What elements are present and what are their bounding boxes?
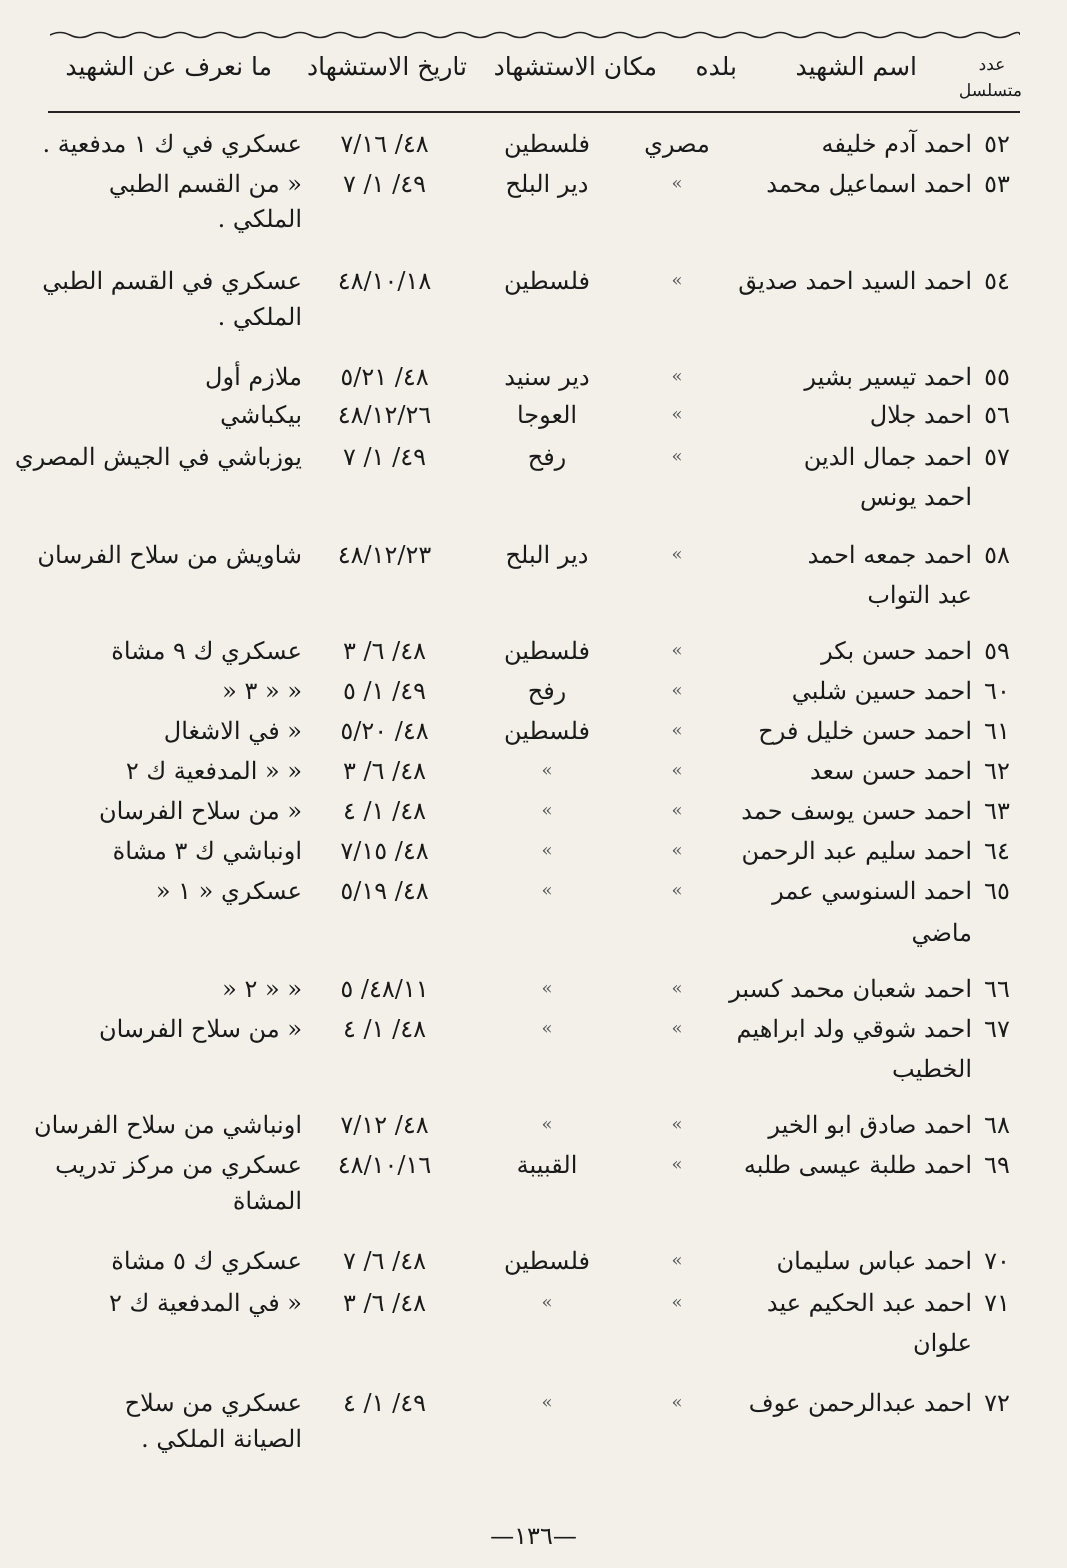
cell-date: ٤٨/ ٦/ ٣ bbox=[343, 1289, 426, 1317]
cell-num: ٦٠ bbox=[984, 677, 1010, 705]
cell-num: ٦٢ bbox=[984, 757, 1010, 785]
table-row bbox=[0, 262, 1067, 300]
cell-num: ٦١ bbox=[984, 717, 1010, 745]
cell-place: فلسطين bbox=[503, 267, 591, 295]
table-row bbox=[0, 1106, 1067, 1144]
cell-info: بيكباشي bbox=[220, 401, 302, 429]
cell-date: ٤٨/ ٥/١٩ bbox=[340, 877, 429, 905]
cell-nat: » bbox=[671, 880, 683, 901]
cell-num: ٥٧ bbox=[984, 443, 1010, 471]
cell-num: ٦٦ bbox=[984, 975, 1010, 1003]
top-wavy-rule bbox=[50, 28, 1020, 42]
cell-info: الملكي . bbox=[217, 205, 302, 233]
cell-info: الصيانة الملكي . bbox=[141, 1425, 302, 1453]
cell-name: ماضي bbox=[911, 919, 972, 947]
cell-date: ٤٨/١١/ ٥ bbox=[340, 975, 429, 1003]
table-row bbox=[0, 200, 1067, 238]
table-row bbox=[0, 298, 1067, 336]
cell-nat: » bbox=[671, 720, 683, 741]
cell-date: ٤٨/١٠/١٦ bbox=[337, 1151, 432, 1179]
cell-nat: » bbox=[671, 1018, 683, 1039]
cell-name: احمد عبد الحكيم عيد bbox=[766, 1289, 972, 1317]
cell-info: عسكري في ك ١ مدفعية . bbox=[42, 130, 302, 158]
cell-info: « « ٣ « bbox=[222, 677, 302, 705]
cell-place: فلسطين bbox=[503, 717, 591, 745]
cell-name: احمد سليم عبد الرحمن bbox=[741, 837, 972, 865]
cell-place: » bbox=[541, 840, 553, 861]
cell-num: ٦٣ bbox=[984, 797, 1010, 825]
cell-date: ٤٨/ ١/ ٤ bbox=[343, 797, 426, 825]
table-row bbox=[0, 1324, 1067, 1362]
cell-num: ٥٢ bbox=[984, 130, 1010, 158]
cell-place: » bbox=[541, 1018, 553, 1039]
cell-date: ٤٨/ ٥/٢٠ bbox=[340, 717, 429, 745]
table-row bbox=[0, 1146, 1067, 1184]
header-info: ما نعرف عن الشهيد bbox=[65, 52, 272, 81]
table-row bbox=[0, 396, 1067, 434]
cell-place: فلسطين bbox=[503, 1247, 591, 1275]
cell-date: ٤٨/ ٦/ ٣ bbox=[343, 637, 426, 665]
cell-name: احمد حسن سعد bbox=[809, 757, 972, 785]
cell-info: ملازم أول bbox=[205, 363, 302, 391]
cell-info: « من القسم الطبي bbox=[108, 170, 302, 198]
cell-num: ٦٤ bbox=[984, 837, 1010, 865]
cell-place: دير البلح bbox=[505, 541, 589, 569]
cell-num: ٥٦ bbox=[984, 401, 1010, 429]
cell-name: احمد جمعه احمد bbox=[807, 541, 972, 569]
cell-info: الملكي . bbox=[217, 303, 302, 331]
cell-num: ٧٢ bbox=[984, 1389, 1010, 1417]
cell-nat: » bbox=[671, 544, 683, 565]
cell-nat: » bbox=[671, 366, 683, 387]
header-nationality: بلده bbox=[695, 52, 737, 81]
header-date: تاريخ الاستشهاد bbox=[307, 52, 467, 81]
cell-name: احمد صادق ابو الخير bbox=[768, 1111, 972, 1139]
cell-nat: » bbox=[671, 978, 683, 999]
cell-place: » bbox=[541, 978, 553, 999]
cell-date: ٤٨/١٢/٢٦ bbox=[337, 401, 432, 429]
cell-num: ٧٠ bbox=[984, 1247, 1010, 1275]
cell-date: ٤٨/ ٦/ ٣ bbox=[343, 757, 426, 785]
table-row bbox=[0, 165, 1067, 203]
header-place: مكان الاستشهاد bbox=[493, 52, 657, 81]
table-row bbox=[0, 576, 1067, 614]
table-row bbox=[0, 438, 1067, 476]
table-row bbox=[0, 1420, 1067, 1458]
cell-name: عبد التواب bbox=[867, 581, 972, 609]
cell-place: » bbox=[541, 880, 553, 901]
cell-nat: » bbox=[671, 1250, 683, 1271]
table-row bbox=[0, 752, 1067, 790]
cell-name: احمد تيسير بشير bbox=[804, 363, 972, 391]
cell-nat: » bbox=[671, 640, 683, 661]
cell-nat: » bbox=[671, 173, 683, 194]
cell-num: ٥٣ bbox=[984, 170, 1010, 198]
cell-place: » bbox=[541, 1392, 553, 1413]
cell-name: احمد حسن يوسف حمد bbox=[741, 797, 972, 825]
cell-place: » bbox=[541, 800, 553, 821]
table-row bbox=[0, 792, 1067, 830]
cell-date: ٤٨/١٢/٢٣ bbox=[337, 541, 432, 569]
cell-info: عسكري من سلاح bbox=[124, 1389, 302, 1417]
table-row bbox=[0, 672, 1067, 710]
cell-name: احمد عبدالرحمن عوف bbox=[748, 1389, 972, 1417]
cell-info: شاويش من سلاح الفرسان bbox=[37, 541, 302, 569]
page-number: —١٣٦— bbox=[490, 1522, 577, 1550]
cell-info: « في الاشغال bbox=[163, 717, 302, 745]
table-row bbox=[0, 1242, 1067, 1280]
table-row bbox=[0, 872, 1067, 910]
table-row bbox=[0, 536, 1067, 574]
cell-name: احمد السيد احمد صديق bbox=[738, 267, 972, 295]
cell-num: ٥٤ bbox=[984, 267, 1010, 295]
cell-name: احمد آدم خليفه bbox=[821, 130, 972, 158]
cell-info: « من سلاح الفرسان bbox=[98, 1015, 302, 1043]
table-row bbox=[0, 1182, 1067, 1220]
cell-place: دير سنيد bbox=[504, 363, 590, 391]
cell-date: ٤٨/ ٥/٢١ bbox=[340, 363, 429, 391]
cell-name: احمد حسين شلبي bbox=[791, 677, 972, 705]
cell-place: العوجا bbox=[516, 401, 578, 429]
cell-name: الخطيب bbox=[892, 1055, 972, 1083]
table-row bbox=[0, 914, 1067, 952]
cell-num: ٥٥ bbox=[984, 363, 1010, 391]
table-row bbox=[0, 1384, 1067, 1422]
cell-num: ٥٩ bbox=[984, 637, 1010, 665]
table-row bbox=[0, 1010, 1067, 1048]
cell-name: احمد شوقي ولد ابراهيم bbox=[736, 1015, 972, 1043]
cell-place: رفح bbox=[527, 677, 567, 705]
cell-name: احمد السنوسي عمر bbox=[772, 877, 972, 905]
cell-nat: » bbox=[671, 270, 683, 291]
cell-nat: » bbox=[671, 680, 683, 701]
cell-info: يوزباشي في الجيش المصري bbox=[14, 443, 302, 471]
cell-date: ٤٨/ ٧/١٦ bbox=[340, 130, 429, 158]
header-serial: عدد متسلسل bbox=[958, 55, 1022, 101]
cell-name: احمد حسن خليل فرح bbox=[758, 717, 972, 745]
cell-nat: » bbox=[671, 800, 683, 821]
cell-info: المشاة bbox=[232, 1187, 302, 1215]
cell-date: ٤٩/ ١/ ٧ bbox=[343, 170, 426, 198]
table-row bbox=[0, 1050, 1067, 1088]
table-row bbox=[0, 712, 1067, 750]
table-row bbox=[0, 125, 1067, 163]
cell-date: ٤٩/ ١/ ٤ bbox=[343, 1389, 426, 1417]
cell-nat: » bbox=[671, 1154, 683, 1175]
cell-nat: » bbox=[671, 1292, 683, 1313]
cell-info: عسكري في القسم الطبي bbox=[42, 267, 302, 295]
cell-name: احمد جمال الدين bbox=[803, 443, 972, 471]
cell-name: احمد طلبة عيسى طلبه bbox=[743, 1151, 972, 1179]
table-row bbox=[0, 632, 1067, 670]
cell-num: ٦٩ bbox=[984, 1151, 1010, 1179]
cell-name: علوان bbox=[913, 1329, 972, 1357]
cell-nat: » bbox=[671, 446, 683, 467]
cell-name: احمد اسماعيل محمد bbox=[766, 170, 972, 198]
cell-num: ٧١ bbox=[984, 1289, 1010, 1317]
cell-date: ٤٩/ ١/ ٧ bbox=[343, 443, 426, 471]
cell-place: دير البلح bbox=[505, 170, 589, 198]
cell-place: » bbox=[541, 1114, 553, 1135]
cell-info: اونباشي من سلاح الفرسان bbox=[34, 1111, 302, 1139]
cell-num: ٦٨ bbox=[984, 1111, 1010, 1139]
cell-info: عسكري من مركز تدريب bbox=[55, 1151, 302, 1179]
cell-place: فلسطين bbox=[503, 130, 591, 158]
table-row bbox=[0, 970, 1067, 1008]
table-row bbox=[0, 478, 1067, 516]
cell-info: « « المدفعية ك ٢ bbox=[125, 757, 302, 785]
cell-num: ٦٥ bbox=[984, 877, 1010, 905]
cell-place: » bbox=[541, 760, 553, 781]
cell-date: ٤٨/ ١/ ٤ bbox=[343, 1015, 426, 1043]
cell-num: ٦٧ bbox=[984, 1015, 1010, 1043]
cell-nat: » bbox=[671, 760, 683, 781]
cell-name: احمد حسن بكر bbox=[821, 637, 972, 665]
table-row bbox=[0, 358, 1067, 396]
header-rule bbox=[48, 111, 1020, 113]
table-row bbox=[0, 832, 1067, 870]
cell-info: « في المدفعية ك ٢ bbox=[109, 1289, 302, 1317]
cell-place: القبيبة bbox=[516, 1151, 578, 1179]
cell-nat: » bbox=[671, 1392, 683, 1413]
cell-info: عسكري ك ٥ مشاة bbox=[111, 1247, 302, 1275]
cell-date: ٤٨/١٠/١٨ bbox=[337, 267, 432, 295]
cell-place: رفح bbox=[527, 443, 567, 471]
cell-info: « « ٢ « bbox=[222, 975, 302, 1003]
cell-nat: » bbox=[671, 404, 683, 425]
cell-info: عسكري « ١ « bbox=[155, 877, 302, 905]
cell-info: اونباشي ك ٣ مشاة bbox=[112, 837, 302, 865]
cell-place: فلسطين bbox=[503, 637, 591, 665]
cell-date: ٤٩/ ١/ ٥ bbox=[343, 677, 426, 705]
cell-date: ٤٨/ ٦/ ٧ bbox=[343, 1247, 426, 1275]
cell-name: احمد عباس سليمان bbox=[776, 1247, 972, 1275]
cell-nat: » bbox=[671, 840, 683, 861]
cell-info: « من سلاح الفرسان bbox=[98, 797, 302, 825]
cell-date: ٤٨/ ٧/١٥ bbox=[340, 837, 429, 865]
cell-name: احمد يونس bbox=[860, 483, 972, 511]
cell-nat: » bbox=[671, 1114, 683, 1135]
cell-place: » bbox=[541, 1292, 553, 1313]
cell-info: عسكري ك ٩ مشاة bbox=[111, 637, 302, 665]
header-name: اسم الشهيد bbox=[795, 52, 917, 81]
cell-name: احمد شعبان محمد كسبر bbox=[729, 975, 972, 1003]
cell-date: ٤٨/ ٧/١٢ bbox=[340, 1111, 429, 1139]
cell-num: ٥٨ bbox=[984, 541, 1010, 569]
table-row bbox=[0, 1284, 1067, 1322]
cell-nat: مصري bbox=[644, 130, 710, 158]
cell-name: احمد جلال bbox=[869, 401, 972, 429]
